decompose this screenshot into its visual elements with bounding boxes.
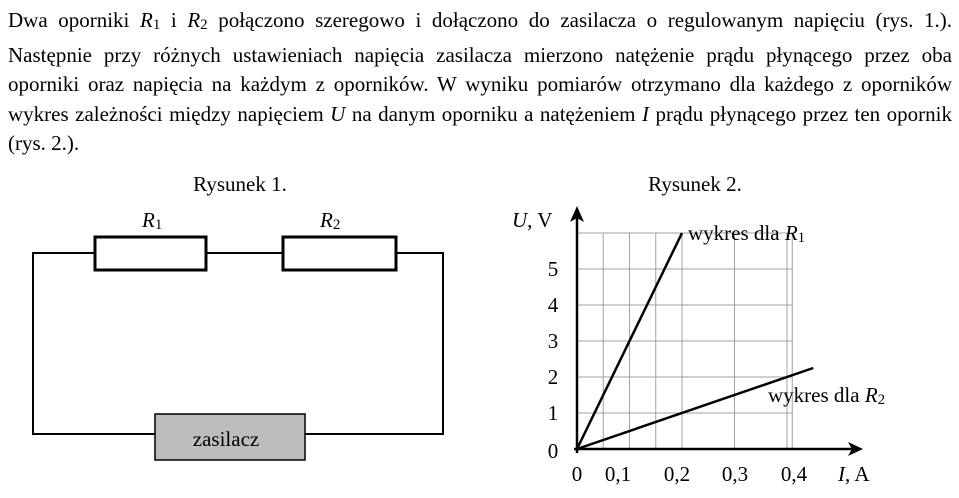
wire-left <box>33 253 155 434</box>
text-run: i <box>160 8 188 32</box>
x-tick-label: 0,4 <box>780 462 808 486</box>
figure1-caption: Rysunek 1. <box>193 172 287 196</box>
x-tick-label: 0,1 <box>604 462 632 486</box>
text-run: na danym oporniku a natężeniem <box>345 101 642 126</box>
text-run: połączono szeregowo i dołączono do zasilacza o regulowanym napięciu (rys. 1.). Następnie przy różnych ustawieniach napięcia zasilacza mierzono natężenie prądu płynącego przez oba oporniki oraz napięcia na każdym z oporników. W wyniku pomiarów otrzymano dla każdego z oporników wykres zależności między napięciem <box>8 8 952 126</box>
text-run: R <box>139 8 153 32</box>
text-run: U <box>330 101 346 126</box>
y-tick-label: 4 <box>547 293 559 317</box>
text-run: 2 <box>200 17 208 33</box>
series-line-2 <box>577 368 813 449</box>
u-i-chart <box>548 206 863 486</box>
text-run: prądu płynącego przez ten opornik (rys. 2.). <box>8 101 952 155</box>
figure2-caption: Rysunek 2. <box>648 172 742 196</box>
text-run: I <box>642 101 649 126</box>
wire-right <box>305 253 443 434</box>
x-tick-label: 0 <box>571 462 583 486</box>
y-tick-label: 0 <box>547 439 559 463</box>
series-label-r1: wykres dla R1 <box>688 221 806 246</box>
series-label-r2: wykres dla R2 <box>768 383 886 408</box>
y-axis-label: U, V <box>512 208 553 232</box>
text-run: R <box>187 8 201 32</box>
r2-label: R2 <box>320 208 341 233</box>
x-axis-label: I, A <box>838 462 870 486</box>
text-run: 1 <box>152 17 161 33</box>
x-tick-label: 0,3 <box>721 462 749 486</box>
y-tick-label: 1 <box>547 401 559 425</box>
y-tick-label: 3 <box>547 329 559 353</box>
resistor-r2 <box>283 237 396 270</box>
text-run: Dwa oporniki <box>8 8 140 32</box>
y-tick-label: 5 <box>547 257 559 281</box>
resistor-r1 <box>95 237 206 270</box>
x-tick-label: 0,2 <box>663 462 691 486</box>
y-tick-label: 2 <box>547 365 559 389</box>
r1-label: R1 <box>142 208 163 233</box>
circuit-diagram <box>33 253 443 434</box>
power-supply-label: zasilacz <box>192 427 260 451</box>
